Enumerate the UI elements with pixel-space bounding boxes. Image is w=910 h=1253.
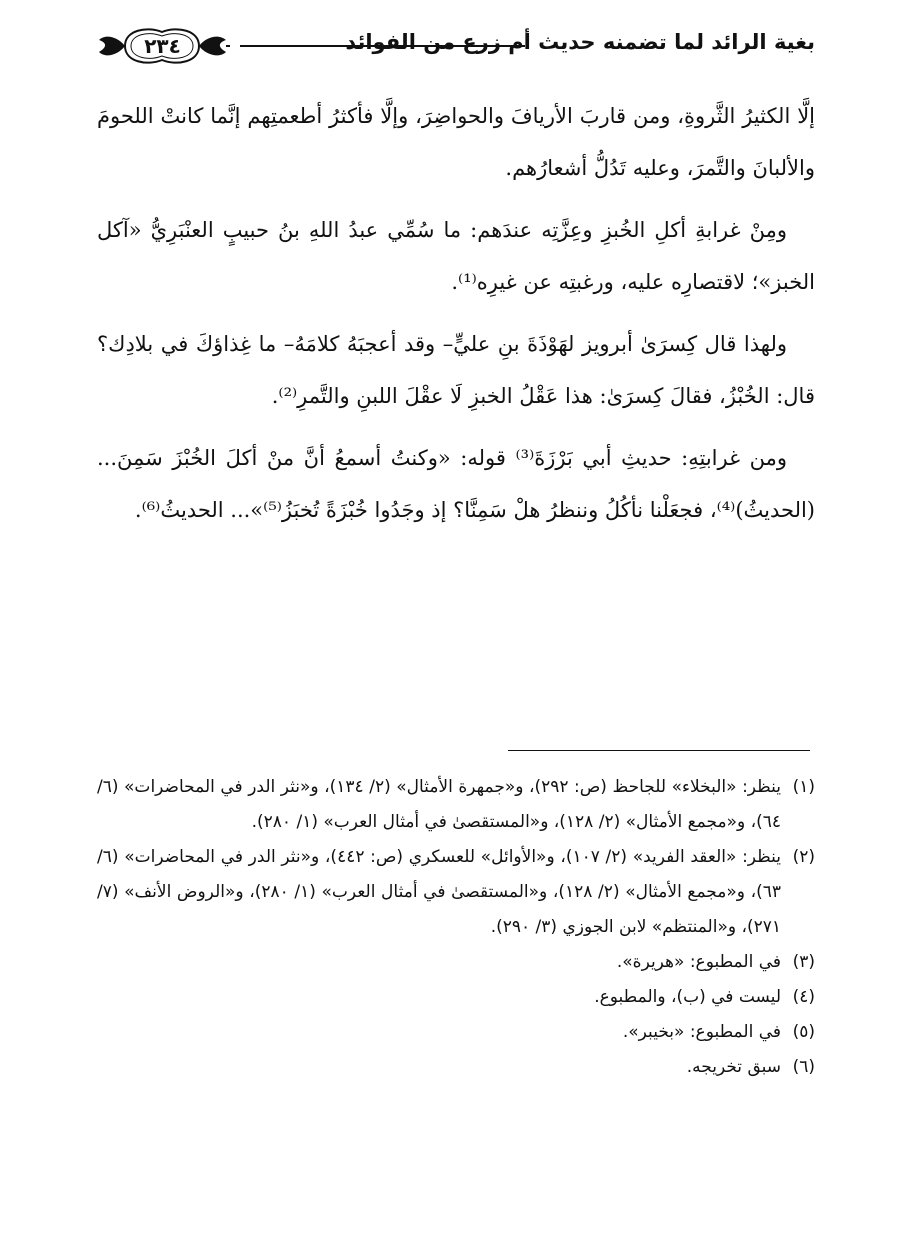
footnote	[97, 1050, 815, 1085]
footnote-text: في المطبوع: «بخيبر».	[622, 1022, 781, 1042]
footnote	[97, 770, 815, 840]
main-text	[97, 90, 815, 546]
footnote-text: ينظر: «العقد الفريد» (٢/ ١٠٧)، و«الأوائل» للعسكري (ص: ٤٤٢)، و«نثر الدر في المحاضرات» (٦/ ٦٣)، و«مجمع الأمثال» (٢/ ١٢٨)، و«المستقصىٰ في أمثال العرب» (١/ ٢٨٠)، و«الروض الأنف» (٧/ ٢٧١)، و«المنتظم» لابن الجوزي (٣/ ٢٩٠).	[97, 847, 782, 937]
footnote-text: في المطبوع: «هريرة».	[616, 952, 781, 972]
footnote-number: (٢)	[792, 847, 815, 867]
paragraph: ولهذا قال كِسرَىٰ أبرويز لهَوْذَةَ بنِ عليٍّ– وقد أعجبَهُ كلامَهُ– ما غِذاؤكَ في بلادِك؟ قال: الخُبْزُ، فقالَ كِسرَىٰ: هذا عَقْلُ الخبزِ لَا عقْلَ اللبنِ والتَّمرِ⁽²⁾.	[97, 332, 815, 408]
running-title: بغية الرائد لما تضمنه حديث أم زرع من الفوائد	[345, 30, 815, 54]
footnote-separator	[508, 750, 810, 751]
footnote-number: (٦)	[792, 1057, 815, 1077]
footnote	[97, 840, 815, 945]
paragraph: ومِنْ غرابةِ أكلِ الخُبزِ وعِزَّتِه عندَهم: ما سُمِّي عبدُ اللهِ بنُ حبيبٍ العنْبَرِيُّ «آكل الخبز»؛ لاقتصارِه عليه، ورغبتِه عن غيرِه⁽¹⁾.	[97, 218, 815, 294]
footnote-text: ينظر: «البخلاء» للجاحظ (ص: ٢٩٢)، و«جمهرة الأمثال» (٢/ ١٣٤)، و«نثر الدر في المحاضرات» (٦/ ٦٤)، و«مجمع الأمثال» (٢/ ١٢٨)، و«المستقصىٰ في أمثال العرب» (١/ ٢٨٠).	[97, 777, 781, 832]
footnote-number: (١)	[792, 777, 815, 797]
footnote-number: (٣)	[792, 952, 815, 972]
page-number: ٢٣٤	[144, 34, 181, 58]
footnote-text: ليست في (ب)، والمطبوع.	[594, 987, 781, 1007]
footnote-text: سبق تخريجه.	[686, 1057, 781, 1077]
paragraph: ومن غرابتِهِ: حديثِ أبي بَرْزَةَ⁽³⁾ قوله: «وكنتُ أسمعُ أنَّ منْ أكلَ الخُبْزَ سَمِنَ... (الحديثُ)⁽⁴⁾، فجعَلْنا نأكُلُ وننظرُ هلْ سَمِنَّا؟ إذ وجَدُوا خُبْزَةً تُخبَزُ⁽⁵⁾»... الحديثُ⁽⁶⁾.	[97, 446, 815, 522]
page-header	[95, 22, 815, 70]
paragraph: إلَّا الكثيرُ الثَّروةِ، ومن قاربَ الأريافَ والحواضِرَ، وإلَّا فأكثرُ أطعمتِهم إنَّما كانتْ اللحومَ والألبانَ والتَّمرَ، وعليه تَدُلُّ أشعارُهم.	[97, 104, 815, 180]
footnote	[97, 980, 815, 1015]
footnote-number: (٤)	[792, 987, 815, 1007]
footnote	[97, 945, 815, 980]
footnotes	[97, 770, 815, 1085]
footnote	[97, 1015, 815, 1050]
footnote-number: (٥)	[792, 1022, 815, 1042]
